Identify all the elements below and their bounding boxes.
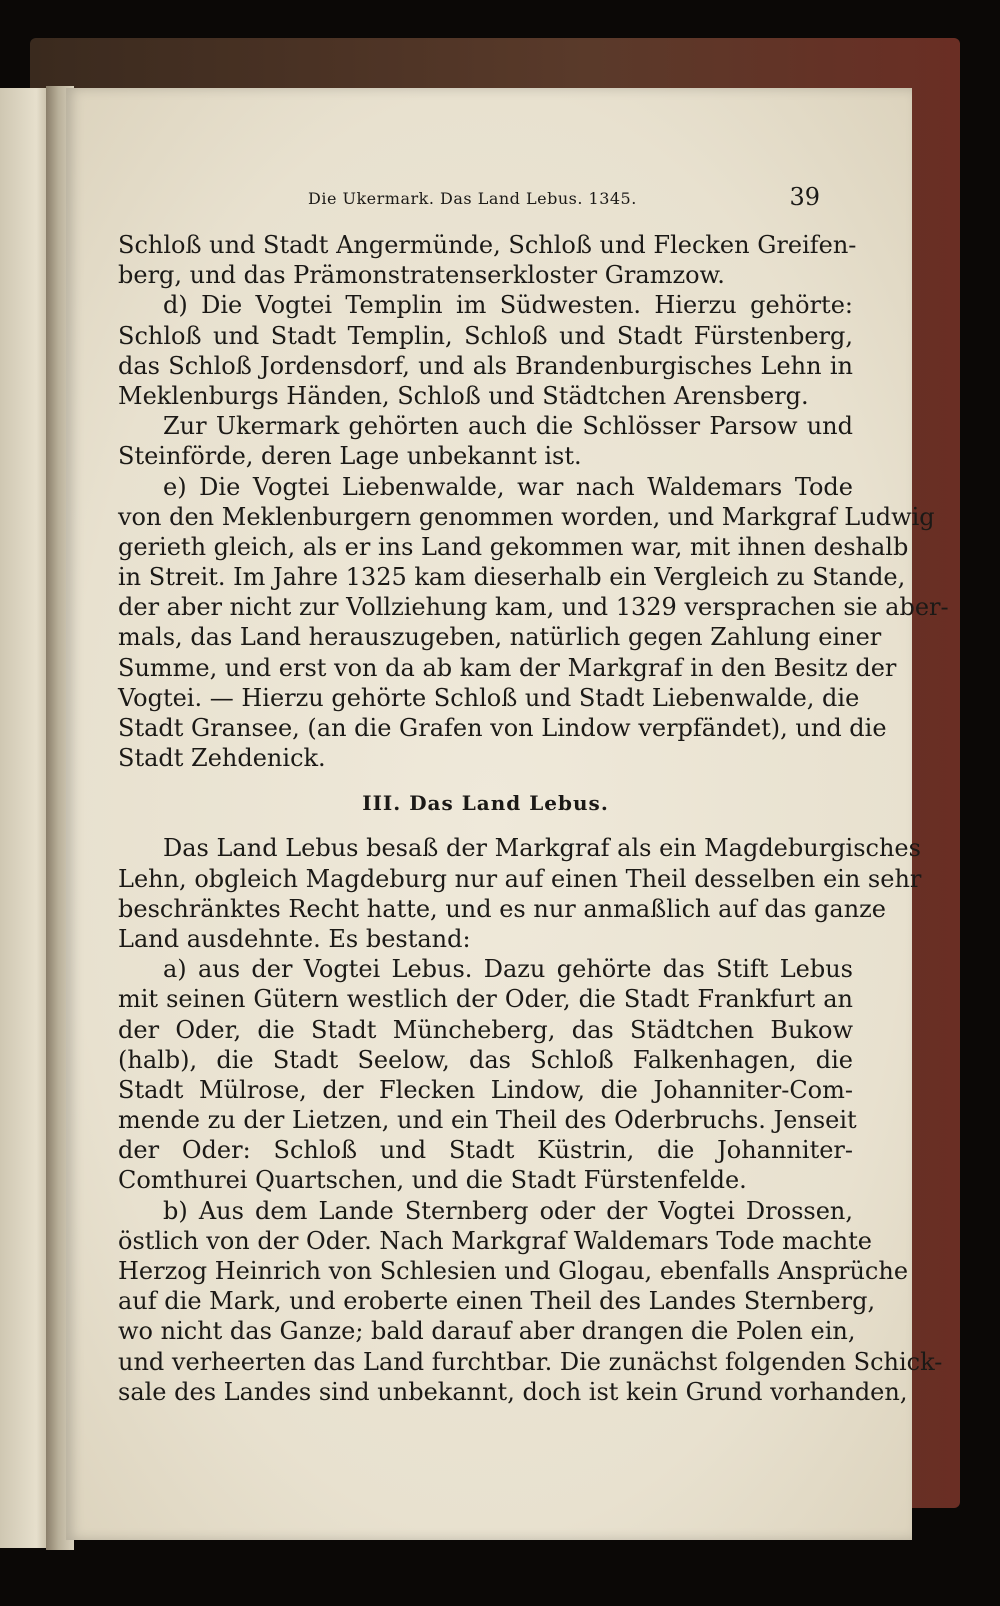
text-line: von den Meklenburgern genommen worden, und Markgraf Ludwig	[118, 502, 935, 531]
text-line: Comthurei Quartschen, und die Stadt Fürstenfelde.	[118, 1166, 747, 1195]
book-page	[66, 88, 949, 1540]
text-line: Vogtei. — Hierzu gehörte Schloß und Stadt Liebenwalde, die	[118, 683, 860, 712]
text-line: beschränktes Recht hatte, und es nur anmaßlich auf das ganze	[118, 894, 886, 923]
text-line: mals, das Land herauszugeben, natürlich gegen Zahlung einer	[118, 623, 882, 652]
text-line: gerieth gleich, als er ins Land gekommen war, mit ihnen deshalb	[118, 532, 909, 561]
text-line: Stadt Gransee, (an die Grafen von Lindow verpfändet), und die	[118, 714, 887, 742]
text-line: Herzog Heinrich von Schlesien und Glogau, ebenfalls Ansprüche	[118, 1257, 909, 1285]
text-line: a) aus der Vogtei Lebus. Dazu gehörte das Stift Lebus	[163, 955, 853, 984]
text-line: östlich von der Oder. Nach Markgraf Waldemars Tode machte	[118, 1226, 872, 1255]
text-line: Das Land Lebus besaß der Markgraf als ein Magdeburgisches	[163, 834, 921, 863]
text-line: das Schloß Jordensdorf, und als Brandenburgisches Lehn in	[118, 351, 853, 380]
left-page-edge	[0, 88, 52, 1548]
text-line: Schloß und Stadt Angermünde, Schloß und Flecken Greifen-	[118, 231, 857, 259]
text-line: e) Die Vogtei Liebenwalde, war nach Waldemars Tode	[163, 472, 853, 501]
text-line: mende zu der Lietzen, und ein Theil des Oderbruchs. Jenseit	[118, 1106, 857, 1135]
text-line: Stadt Mülrose, der Flecken Lindow, die Johanniter-Com-	[118, 1075, 853, 1104]
text-line: mit seinen Gütern westlich der Oder, die Stadt Frankfurt an	[118, 985, 853, 1014]
text-line: (halb), die Stadt Seelow, das Schloß Falkenhagen, die	[118, 1045, 853, 1074]
section-heading: III. Das Land Lebus.	[362, 791, 609, 816]
text-line: Lehn, obgleich Magdeburg nur auf einen Theil desselben ein sehr	[118, 864, 922, 893]
text-line: Zur Ukermark gehörten auch die Schlösser Parsow und	[163, 412, 853, 441]
text-line: Summe, und erst von da ab kam der Markgraf in den Besitz der	[118, 653, 897, 682]
running-title: Die Ukermark. Das Land Lebus. 1345.	[308, 189, 637, 208]
text-line: in Streit. Im Jahre 1325 kam dieserhalb ein Vergleich zu Stande,	[118, 563, 906, 592]
text-line: der Oder: Schloß und Stadt Küstrin, die Johanniter-	[118, 1136, 853, 1165]
text-line: sale des Landes sind unbekannt, doch ist kein Grund vorhanden,	[118, 1377, 908, 1406]
text-line: d) Die Vogtei Templin im Südwesten. Hierzu gehörte:	[163, 291, 853, 320]
text-line: Schloß und Stadt Templin, Schloß und Stadt Fürstenberg,	[118, 321, 853, 350]
text-line: Stadt Zehdenick.	[118, 744, 326, 773]
page-body	[118, 230, 949, 1407]
text-line: wo nicht das Ganze; bald darauf aber drangen die Polen ein,	[118, 1317, 856, 1346]
text-line: der aber nicht zur Vollziehung kam, und 1329 versprachen sie aber-	[118, 593, 949, 622]
text-line: Steinförde, deren Lage unbekannt ist.	[118, 442, 582, 471]
text-line: der Oder, die Stadt Müncheberg, das Städtchen Bukow	[118, 1015, 853, 1044]
text-line: Land ausdehnte. Es bestand:	[118, 924, 471, 953]
text-line: berg, und das Prämonstratenserkloster Gramzow.	[118, 261, 725, 290]
text-line: Meklenburgs Händen, Schloß und Städtchen Arensberg.	[118, 381, 809, 410]
text-line: b) Aus dem Lande Sternberg oder der Vogtei Drossen,	[163, 1196, 853, 1225]
text-line: auf die Mark, und eroberte einen Theil des Landes Sternberg,	[118, 1287, 876, 1316]
running-head	[66, 183, 912, 213]
page-number: 39	[789, 183, 820, 211]
text-line: und verheerten das Land furchtbar. Die zunächst folgenden Schick-	[118, 1347, 943, 1376]
